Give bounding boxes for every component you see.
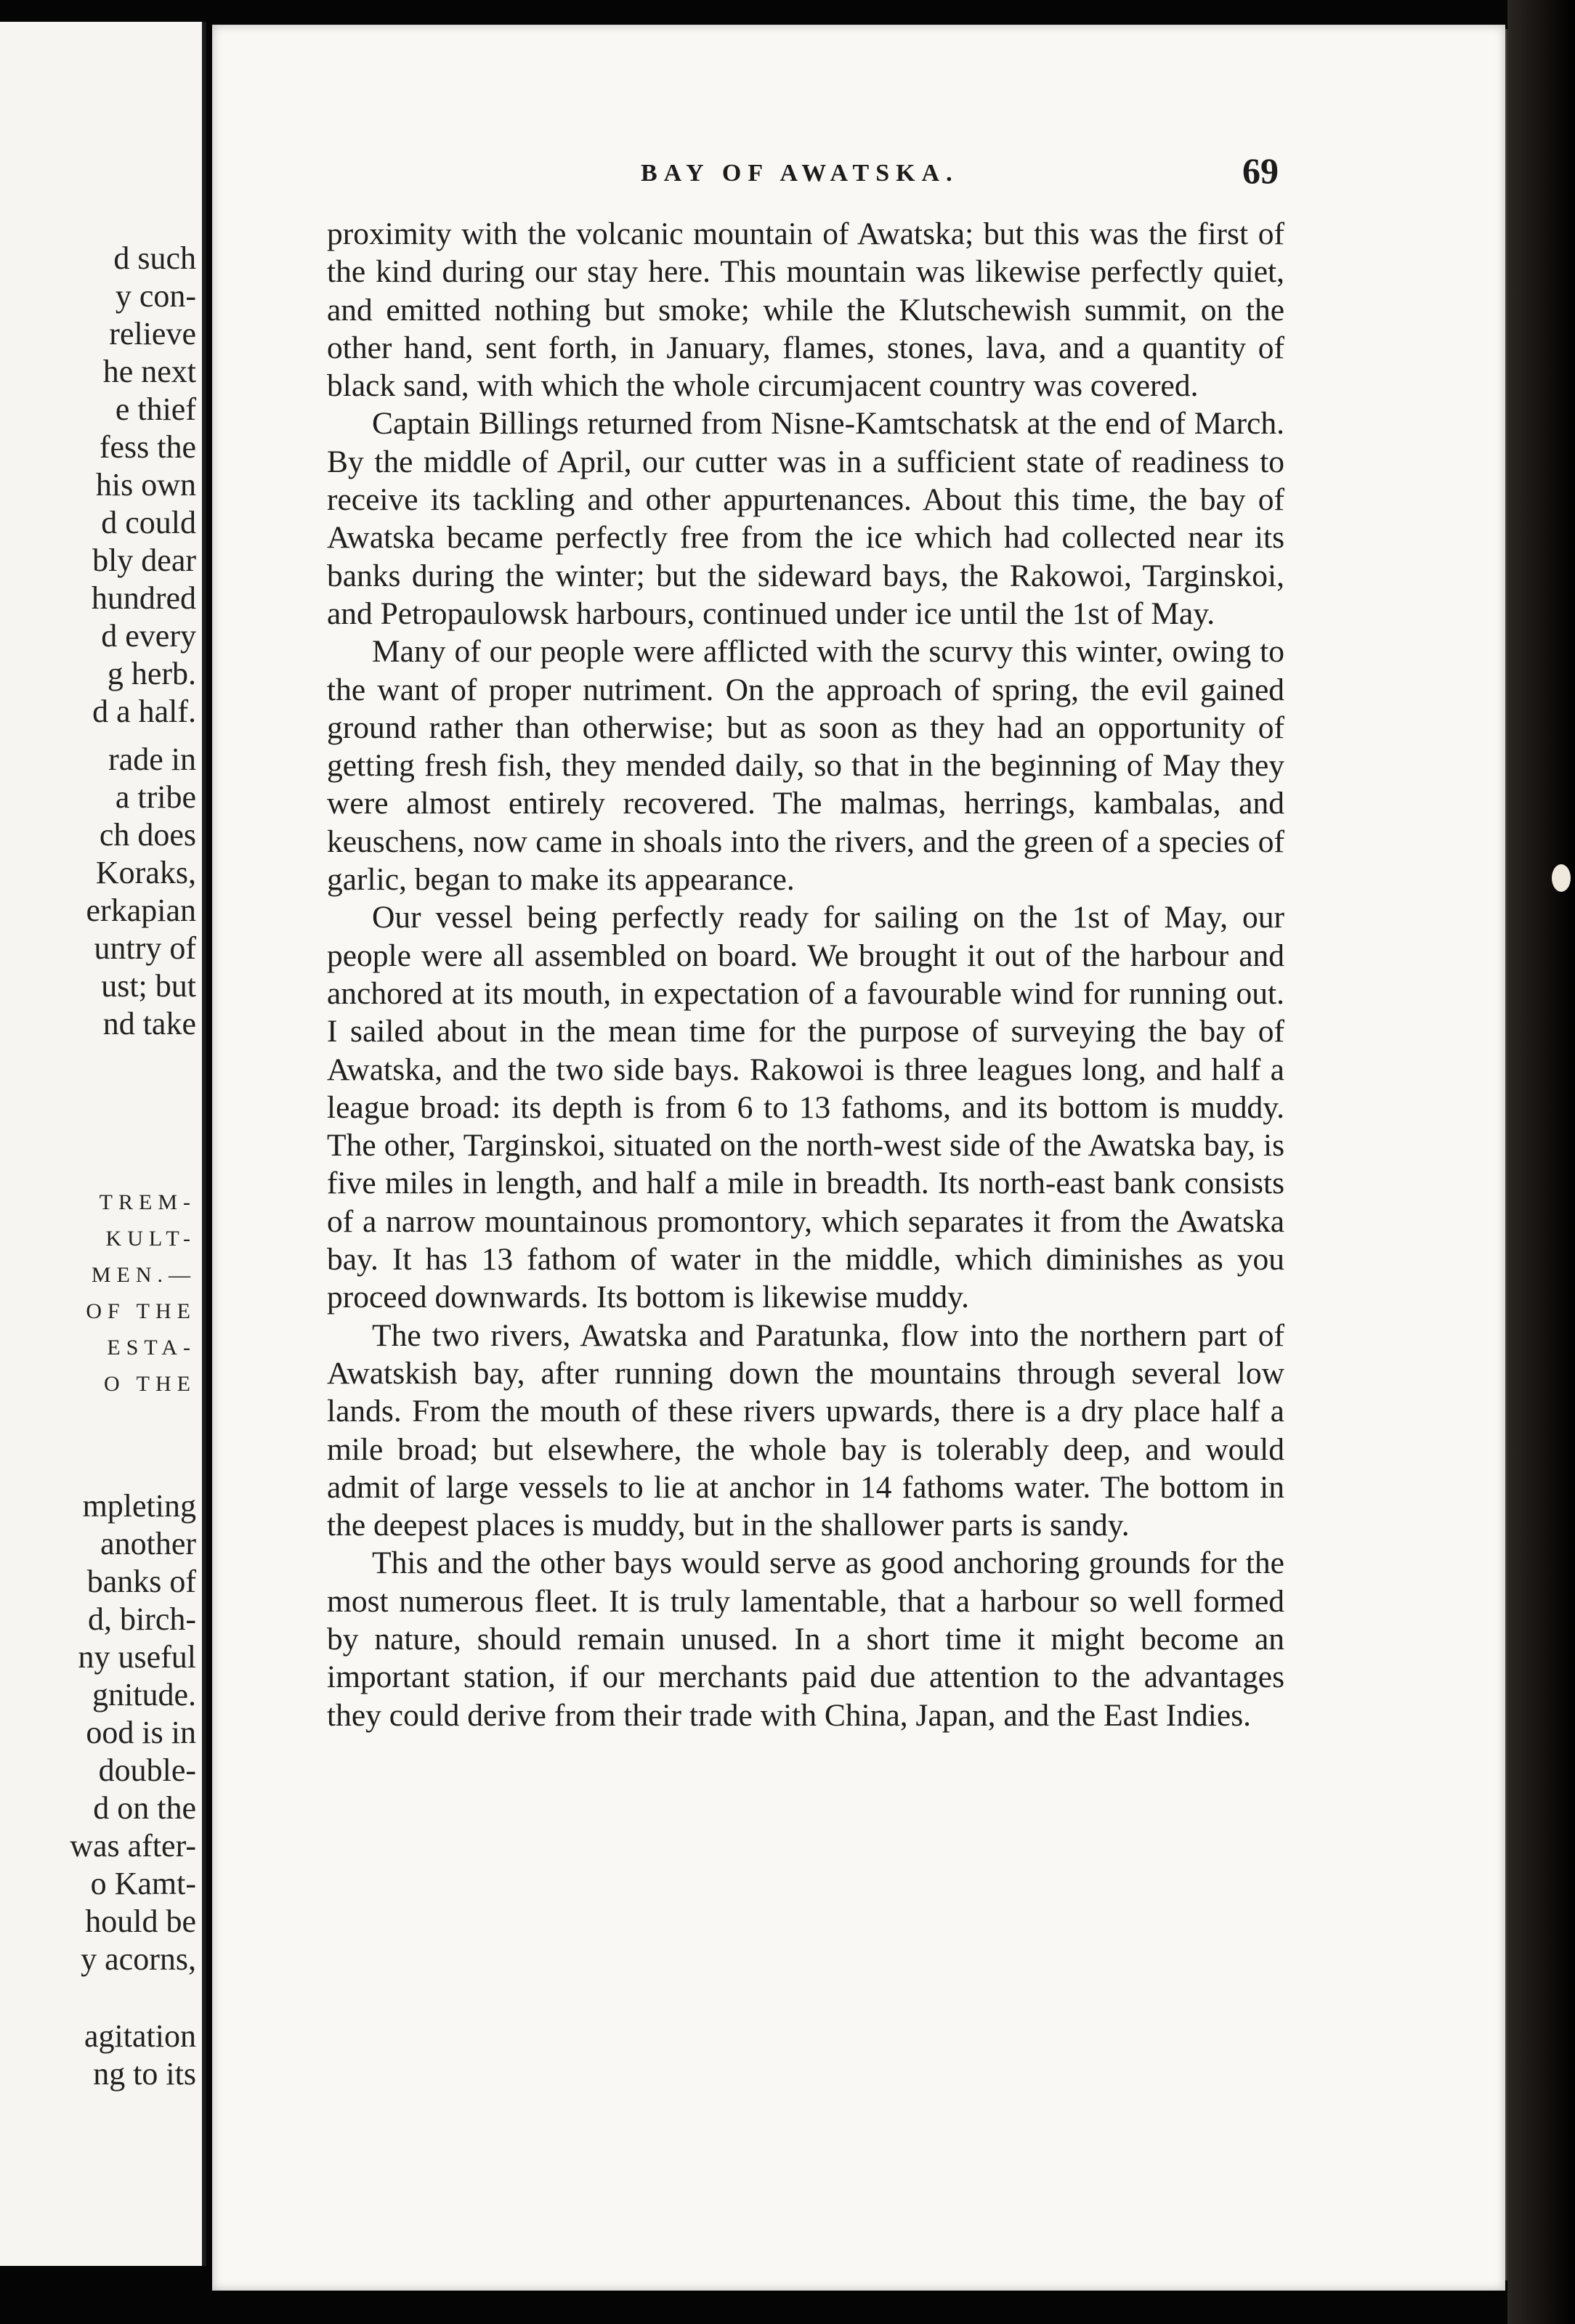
left-text-fragment: untry of xyxy=(94,930,196,966)
left-text-fragment: was after- xyxy=(70,1828,196,1864)
left-text-fragment: mpleting xyxy=(82,1488,196,1524)
left-text-fragment: y con- xyxy=(115,278,196,314)
left-text-fragment: his own xyxy=(95,467,196,503)
binding-mark xyxy=(1552,864,1571,892)
left-text-fragment: g herb. xyxy=(107,656,196,691)
left-text-fragment: d, birch- xyxy=(87,1601,196,1637)
left-heading-fragment: O THE xyxy=(104,1372,196,1396)
left-text-fragment: o Kamt- xyxy=(90,1866,196,1901)
running-title: BAY OF AWATSKA. xyxy=(641,160,959,187)
left-text-fragment: e thief xyxy=(115,391,196,427)
paragraph: proximity with the volcanic mountain of Awatska; but this was the first of the kind during our stay here. This mountain was likewise perfectly quiet, and emitted nothing but smoke; while the Klutschewish summit, on the other hand, sent forth, in January, flames, stones, lava, and a quantity of black sand, with which the whole circumjacent country was covered. xyxy=(327,216,1284,404)
running-header xyxy=(212,147,1505,205)
left-heading-fragment: OF THE xyxy=(86,1299,196,1323)
left-text-fragment: gnitude. xyxy=(92,1677,196,1712)
paragraph: The two rivers, Awatska and Paratunka, flow into the northern part of Awatskish bay, after running down the mountains through several low lands. From the mouth of these rivers upwards, there is a dry place half a mile broad; but elsewhere, the whole bay is tolerably deep, and would admit of large vessels to lie at anchor in 14 fathoms water. The bottom in the deepest places is muddy, but in the shallower parts is sandy. xyxy=(327,1317,1284,1543)
left-text-fragment: d on the xyxy=(93,1790,196,1826)
left-text-fragment: banks of xyxy=(86,1564,196,1599)
left-text-fragment: Koraks, xyxy=(95,855,196,890)
left-text-fragment: another xyxy=(100,1526,196,1561)
left-text-fragment: hould be xyxy=(85,1904,196,1939)
left-heading-fragment: MEN.— xyxy=(91,1263,196,1287)
left-text-fragment: agitation xyxy=(84,2018,196,2054)
left-text-fragment: d a half. xyxy=(92,694,196,729)
paragraph: Many of our people were afflicted with the scurvy this winter, owing to the want of proper nutriment. On the approach of spring, the evil gained ground rather than otherwise; but as soon as they had an opportunity of getting fresh fish, they mended daily, so that in the beginning of May they were almost entirely recovered. The malmas, herrings, kambalas, and keuschens, now came in shoals into the rivers, and the green of a species of garlic, began to make its appearance. xyxy=(327,634,1284,898)
left-text-fragment: double- xyxy=(98,1752,196,1788)
left-text-fragment: he next xyxy=(102,354,196,389)
left-text-fragment: d every xyxy=(101,618,196,654)
left-heading-fragment: ESTA- xyxy=(107,1336,196,1360)
left-text-fragment: ny useful xyxy=(78,1639,196,1675)
paragraph: This and the other bays would serve as good anchoring grounds for the most numerous fleet. It is truly lamentable, that a harbour so well formed by nature, should remain unused. In a short time it might become an important station, if our merchants paid due attention to the advantages they could derive from their trade with China, Japan, and the East Indies. xyxy=(327,1545,1284,1733)
left-text-fragment: ood is in xyxy=(86,1715,196,1750)
book-binding xyxy=(1507,0,1575,2324)
left-text-fragment: relieve xyxy=(109,316,196,352)
left-text-fragment: erkapian xyxy=(86,893,196,928)
left-text-fragment: hundred xyxy=(91,580,196,616)
left-text-fragment: d could xyxy=(101,505,196,540)
left-text-fragment: a tribe xyxy=(115,779,196,815)
left-heading-fragment: KULT- xyxy=(105,1227,196,1251)
paragraph: Our vessel being perfectly ready for sailing on the 1st of May, our people were all assembled on board. We brought it out of the harbour and anchored at its mouth, in expectation of a favourable wind for running out. I sailed about in the mean time for the purpose of surveying the bay of Awatska, and the two side bays. Rakowoi is three leagues long, and half a league broad: its depth is from 6 to 13 fathoms, and its bottom is muddy. The other, Targinskoi, situated on the north-west side of the Awatska bay, is five miles in length, and half a mile in breadth. Its north-east bank consists of a narrow mountainous promontory, which separates it from the Awatska bay. It has 13 fathom of water in the middle, which diminishes as you proceed downwards. Its bottom is likewise muddy. xyxy=(327,900,1284,1315)
left-text-fragment: ch does xyxy=(99,817,196,853)
left-text-fragment: d such xyxy=(113,240,196,276)
left-text-fragment: nd take xyxy=(102,1006,196,1041)
left-heading-fragment: TREM- xyxy=(99,1190,196,1214)
page-number: 69 xyxy=(1242,150,1279,191)
body-text xyxy=(327,215,1284,1734)
left-text-fragment: y acorns, xyxy=(81,1941,196,1977)
left-text-fragment: bly dear xyxy=(92,543,196,578)
left-text-fragment: ng to its xyxy=(93,2056,196,2092)
left-text-fragment: ust; but xyxy=(101,968,196,1004)
previous-page-fragment xyxy=(0,22,206,2266)
book-page xyxy=(212,25,1505,2291)
left-text-fragment: rade in xyxy=(108,742,196,777)
left-text-fragment: fess the xyxy=(99,429,196,465)
paragraph: Captain Billings returned from Nisne-Kamtschatsk at the end of March. By the middle of April, our cutter was in a sufficient state of readiness to receive its tackling and other appurtenances. About this time, the bay of Awatska became perfectly free from the ice which had collected near its banks during the winter; but the sideward bays, the Rakowoi, Targinskoi, and Petropaulowsk harbours, continued under ice until the 1st of May. xyxy=(327,406,1284,631)
